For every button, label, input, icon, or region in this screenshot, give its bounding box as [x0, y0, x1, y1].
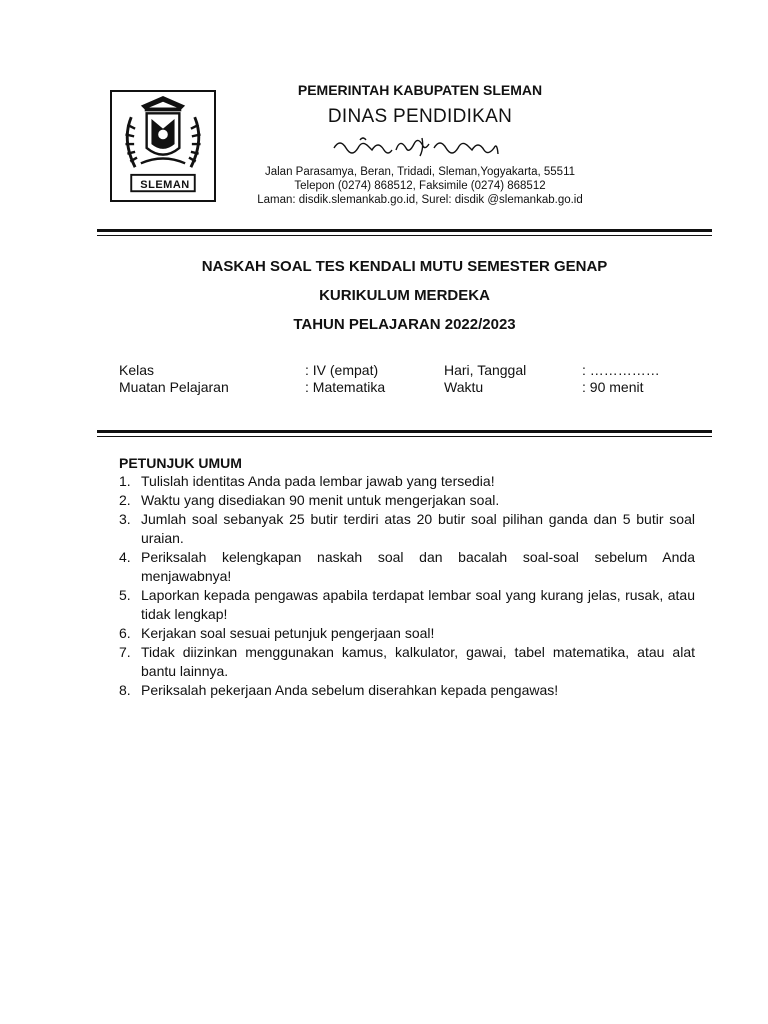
document-title: NASKAH SOAL TES KENDALI MUTU SEMESTER GENAP [201, 258, 608, 275]
instructions-heading: PETUNJUK UMUM [119, 455, 242, 471]
instructions-list [119, 472, 695, 700]
list-item: 5. Laporkan kepada pengawas apabila terdapat lembar soal yang kurang jelas, rusak, atau tidak lengkap! [119, 587, 695, 622]
waktu-value: : 90 menit [582, 379, 644, 395]
list-item: 8. Periksalah pekerjaan Anda sebelum diserahkan kepada pengawas! [119, 682, 559, 698]
javanese-script [330, 130, 510, 162]
logo-label: SLEMAN [140, 179, 190, 191]
muatan-value: : Matematika [305, 379, 386, 395]
academic-year: TAHUN PELAJARAN 2022/2023 [293, 316, 516, 333]
kelas-value: : IV (empat) [305, 362, 379, 378]
address-line: Jalan Parasamya, Beran, Tridadi, Sleman,Yogyakarta, 55511 [264, 166, 576, 178]
list-item: 7. Tidak diizinkan menggunakan kamus, kalkulator, gawai, tabel matematika, atau alat bantu lainnya. [119, 644, 695, 679]
list-item: 1. Tulislah identitas Anda pada lembar jawab yang tersedia! [119, 473, 495, 489]
government-name: PEMERINTAH KABUPATEN SLEMAN [297, 82, 543, 98]
hari-value: : …………… [582, 362, 660, 378]
javanese-script-icon [330, 130, 510, 162]
list-item: 4. Periksalah kelengkapan naskah soal dan bacalah soal-soal sebelum Anda menjawabnya! [119, 549, 695, 584]
waktu-label: Waktu [444, 379, 484, 395]
phone-line: Telepon (0274) 868512, Faksimile (0274) 868512 [294, 180, 546, 192]
document-subtitle: KURIKULUM MERDEKA [319, 287, 490, 304]
web-line: Laman: disdik.slemankab.go.id, Surel: disdik @slemankab.go.id [257, 194, 583, 206]
list-item: 6. Kerjakan soal sesuai petunjuk pengerjaan soal! [119, 625, 435, 641]
list-item: 2. Waktu yang disediakan 90 menit untuk mengerjakan soal. [119, 492, 500, 508]
header-divider [97, 229, 712, 232]
muatan-label: Muatan Pelajaran [119, 379, 229, 395]
info-divider [97, 430, 712, 433]
kelas-label: Kelas [119, 362, 155, 378]
hari-label: Hari, Tanggal [444, 362, 527, 378]
info-divider-thin [97, 436, 712, 437]
header-divider-thin [97, 235, 712, 236]
sleman-logo [110, 90, 216, 202]
agency-name: DINAS PENDIDIKAN [327, 106, 513, 127]
list-item: 3. Jumlah soal sebanyak 25 butir terdiri atas 20 butir soal pilihan ganda dan 5 butir soal uraian. [119, 511, 695, 546]
